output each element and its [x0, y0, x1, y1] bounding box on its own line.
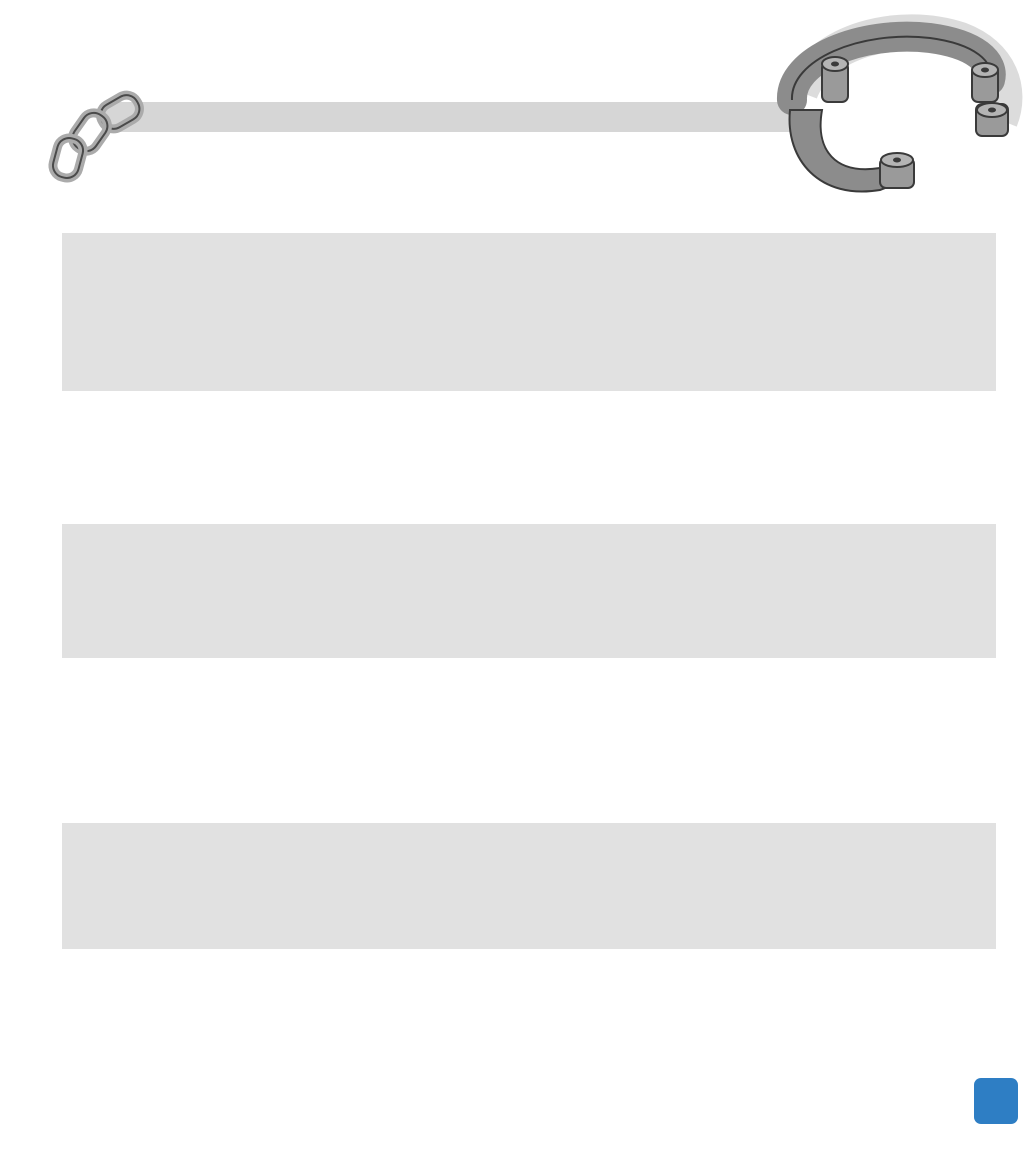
kompas-logo	[974, 1078, 1018, 1124]
entry-band	[62, 823, 996, 949]
entry-band	[62, 233, 996, 391]
entry-band	[62, 391, 996, 524]
shackle-icon	[790, 32, 1008, 191]
entry-band	[62, 524, 996, 658]
entry-band	[62, 658, 996, 823]
